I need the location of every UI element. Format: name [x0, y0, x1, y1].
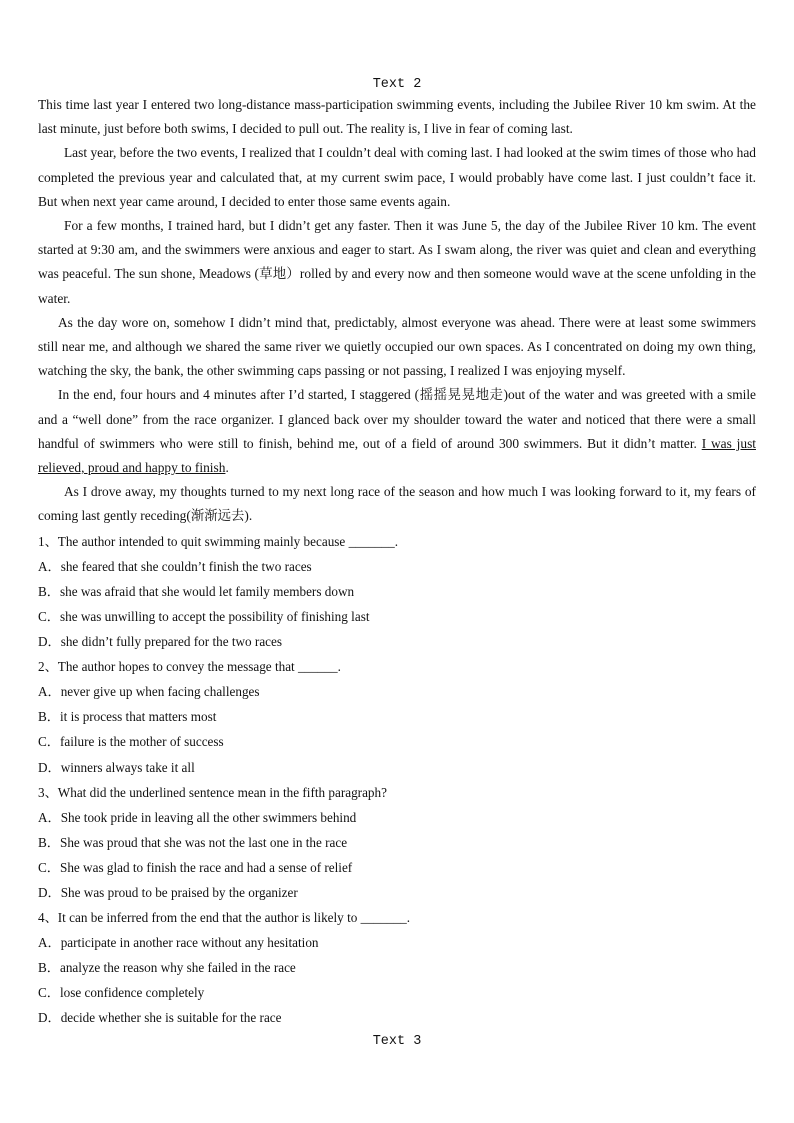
answer-option[interactable]: C．lose confidence completely [38, 985, 205, 1001]
answer-option[interactable]: D．decide whether she is suitable for the race [38, 1010, 282, 1026]
paragraph-3: For a few months, I trained hard, but I didn’t get any faster. Then it was June 5, the day of the Jubilee River 10 km. The event started at 9:30 am, and the swimmers were anxious and eager to start. As I swam along, the river was quiet and clean and everything was peaceful. The sun shone, Meadows (草地）rolled by and every now and then someone would wave at the scene unfolding in the water. [38, 218, 756, 306]
question-stem: 1、The author intended to quit swimming mainly because _______. [38, 533, 399, 549]
answer-option[interactable]: D．winners always take it all [38, 759, 195, 775]
question-3 [38, 780, 756, 905]
answer-option[interactable]: A．She took pride in leaving all the other swimmers behind [38, 809, 357, 825]
text3-heading: Text 3 [372, 1033, 422, 1049]
answer-option[interactable]: C．She was glad to finish the race and had a sense of relief [38, 859, 353, 875]
answer-option[interactable]: B．it is process that matters most [38, 709, 217, 725]
answer-option[interactable]: B．analyze the reason why she failed in the race [38, 960, 296, 976]
underlined-sentence: I was just relieved, proud and happy to finish [38, 435, 756, 476]
answer-option[interactable]: A．she feared that she couldn’t finish the two races [38, 558, 312, 574]
paragraph-6: As I drove away, my thoughts turned to my next long race of the season and how much I was looking forward to it, my fears of coming last gently receding(渐渐远去). [38, 484, 756, 524]
paragraph-1: This time last year I entered two long-distance mass-participation swimming events, including the Jubilee River 10 km swim. At the last minute, just before both swims, I decided to pull out. The reality is, I live in fear of coming last. [38, 97, 756, 137]
answer-option[interactable]: B．She was proud that she was not the last one in the race [38, 834, 348, 850]
answer-option[interactable]: A．participate in another race without any hesitation [38, 935, 319, 951]
question-list [38, 529, 756, 1031]
question-stem: 4、It can be inferred from the end that the author is likely to _______. [38, 910, 411, 926]
paragraph-2: Last year, before the two events, I realized that I couldn’t deal with coming last. I had looked at the swim times of those who had completed the previous year and calculated that, at my current swim pace, I would probably have come last. I just couldn’t face it. But when next year came around, I decided to enter those same events again. [38, 145, 756, 209]
answer-option[interactable]: B．she was afraid that she would let family members down [38, 583, 355, 599]
answer-option[interactable]: A．never give up when facing challenges [38, 684, 260, 700]
paragraph-5-text: In the end, four hours and 4 minutes after I’d started, I staggered (摇摇晃晃地走)out of the water and was greeted with a smile and a “well done” from the race organizer. I glanced back over my shoulder toward the water and noticed that there were a small handful of swimmers who were still to finish, behind me, out of a field of around 300 swimmers. But it didn’t matter. [38, 387, 756, 451]
document-page [38, 76, 756, 1050]
answer-option[interactable]: C．she was unwilling to accept the possibility of finishing last [38, 608, 370, 624]
answer-option[interactable]: D．she didn’t fully prepared for the two races [38, 634, 283, 650]
answer-option[interactable]: D．She was proud to be praised by the organizer [38, 884, 298, 900]
question-1 [38, 529, 756, 654]
paragraph-5 [38, 383, 756, 480]
answer-option[interactable]: C．failure is the mother of success [38, 734, 224, 750]
question-2 [38, 654, 756, 779]
question-4 [38, 905, 756, 1030]
reading-passage [38, 93, 756, 529]
text2-heading: Text 2 [372, 77, 422, 92]
paragraph-4: As the day wore on, somehow I didn’t mind that, predictably, almost everyone was ahead. There were at least some swimmers still near me, and although we shared the same river we quietly occupied our own spaces. As I concentrated on doing my own thing, watching the sky, the bank, the other swimming caps passing or not passing, I realized I was enjoying myself. [38, 314, 756, 379]
question-stem: 2、The author hopes to convey the message that ______. [38, 659, 341, 675]
paragraph-5-end: . [225, 460, 229, 476]
question-stem: 3、What did the underlined sentence mean in the fifth paragraph? [38, 784, 387, 800]
